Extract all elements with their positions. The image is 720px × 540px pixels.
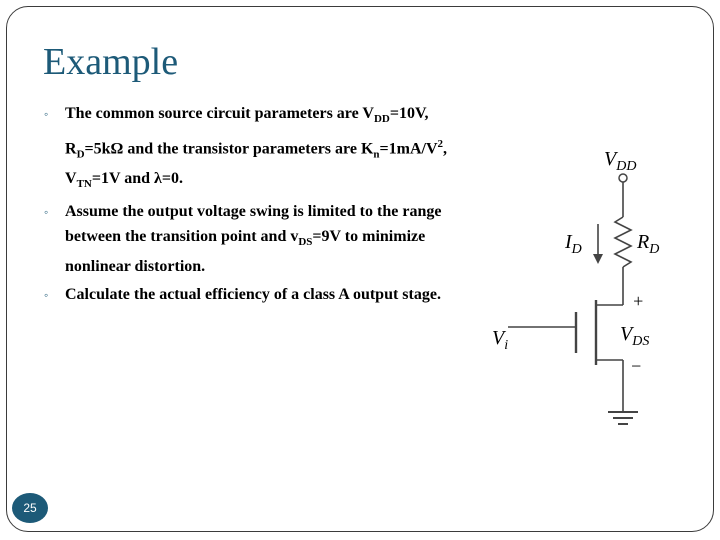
vi-label: $V_i$ [492,327,509,353]
slide-title: Example [43,41,179,83]
bullet-text: The common source circuit parameters are V [65,105,374,122]
id-label: $I_D$ [565,231,582,257]
vdd-label: $V_{DD}$ [604,148,637,174]
vds-minus-sign: − [630,356,643,376]
bullet-list [44,102,464,312]
superscript: 2 [437,137,444,150]
bullet-text: Calculate the actual efficiency of a class A output stage. [65,286,441,304]
bullet-text: Assume the output voltage swing is limited to the range between the transition point and v [65,203,442,245]
bullet-text: =10V, R [65,105,429,158]
subscript: DS [298,236,313,249]
vdd-terminal [619,174,627,182]
common-source-circuit-diagram [480,140,700,440]
subscript: TN [76,177,92,190]
page-number-badge: 25 [12,493,48,523]
bullet-item [44,200,464,279]
bullet-icon: ◦ [44,205,49,220]
rd-label: $R_D$ [637,231,660,257]
subscript: D [76,148,85,161]
bullet-item [44,283,464,308]
bullet-text: =1V and λ=0. [91,169,183,187]
bullet-icon: ◦ [44,288,49,303]
bullet-text: =5kΩ and the transistor parameters are K [84,140,374,158]
bullet-text: =9V to minimize nonlinear distortion. [65,227,426,275]
bullet-item [44,102,464,196]
id-arrow-head [593,254,603,264]
resistor-rd [615,217,631,267]
subscript: n [373,148,380,161]
bullet-icon: ◦ [44,107,49,121]
vds-plus-sign: + [632,291,645,311]
bullet-text: , V [65,140,448,187]
vds-label: $V_{DS}$ [620,323,650,349]
bullet-text: =1mA/V [379,140,438,158]
subscript: DD [373,113,390,126]
